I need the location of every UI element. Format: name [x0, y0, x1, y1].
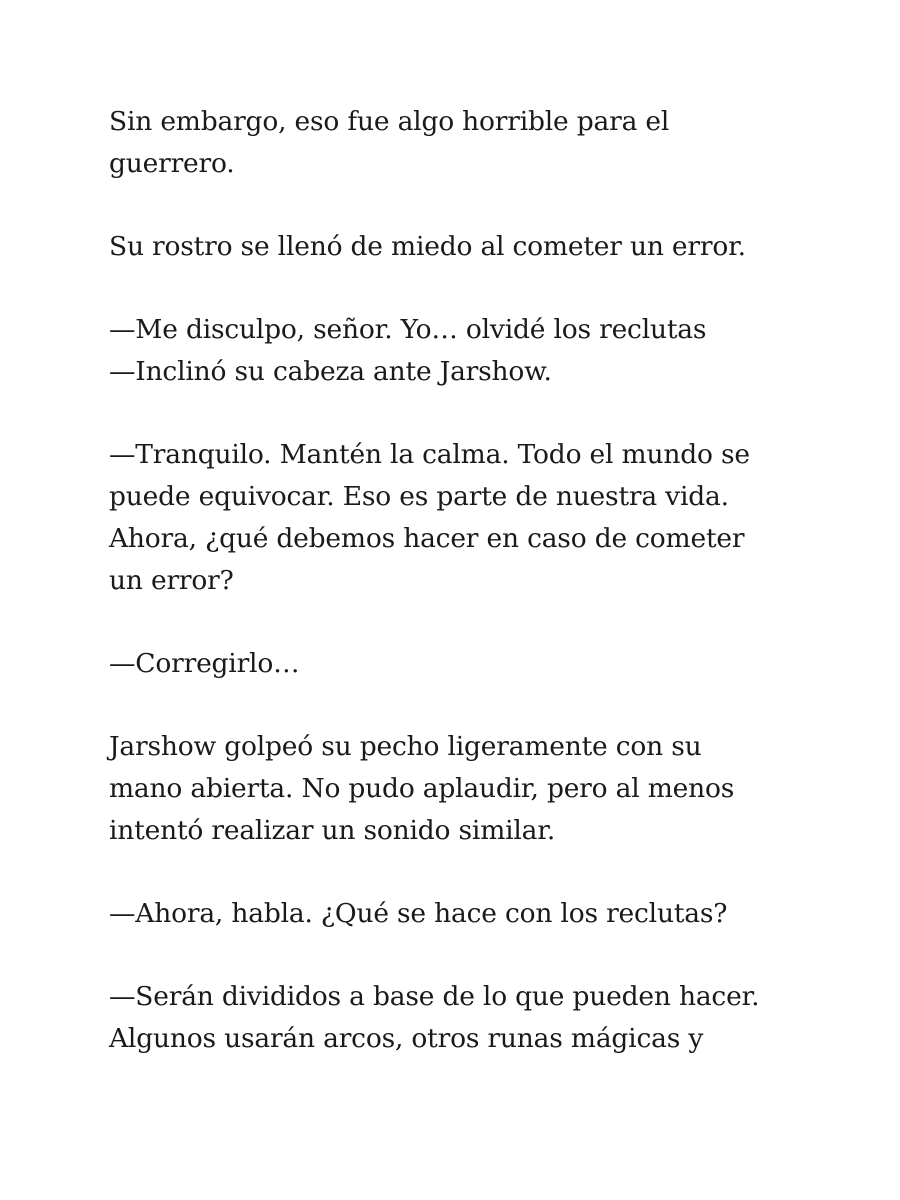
text-line: —Serán divididos a base de lo que pueden hacer.: [109, 981, 760, 1012]
text-line: —Corregirlo…: [109, 648, 300, 679]
text-line: —Tranquilo. Mantén la calma. Todo el mundo se: [109, 439, 750, 470]
text-line: un error?: [109, 565, 234, 596]
text-line: intentó realizar un sonido similar.: [109, 815, 556, 846]
paragraph: [109, 643, 809, 685]
text-line: Sin embargo, eso fue algo horrible para el: [109, 106, 670, 137]
text-line: guerrero.: [109, 148, 235, 179]
text-line: Jarshow golpeó su pecho ligeramente con su: [109, 731, 702, 762]
text-line: —Inclinó su cabeza ante Jarshow.: [109, 356, 552, 387]
text-line: mano abierta. No pudo aplaudir, pero al menos: [109, 773, 735, 804]
text-line: puede equivocar. Eso es parte de nuestra vida.: [109, 481, 729, 512]
paragraph: [109, 309, 809, 393]
paragraph: [109, 976, 809, 1060]
text-line: Algunos usarán arcos, otros runas mágicas y: [109, 1023, 704, 1054]
paragraph: [109, 726, 809, 852]
paragraph: [109, 893, 809, 935]
text-line: —Me disculpo, señor. Yo… olvidé los reclutas: [109, 314, 707, 345]
paragraph: [109, 101, 809, 185]
paragraph: [109, 434, 809, 602]
paragraph: [109, 226, 809, 268]
text-line: Ahora, ¿qué debemos hacer en caso de cometer: [109, 523, 745, 554]
text-line: —Ahora, habla. ¿Qué se hace con los reclutas?: [109, 898, 728, 929]
text-line: Su rostro se llenó de miedo al cometer un error.: [109, 231, 746, 262]
document-page: [109, 101, 809, 1101]
